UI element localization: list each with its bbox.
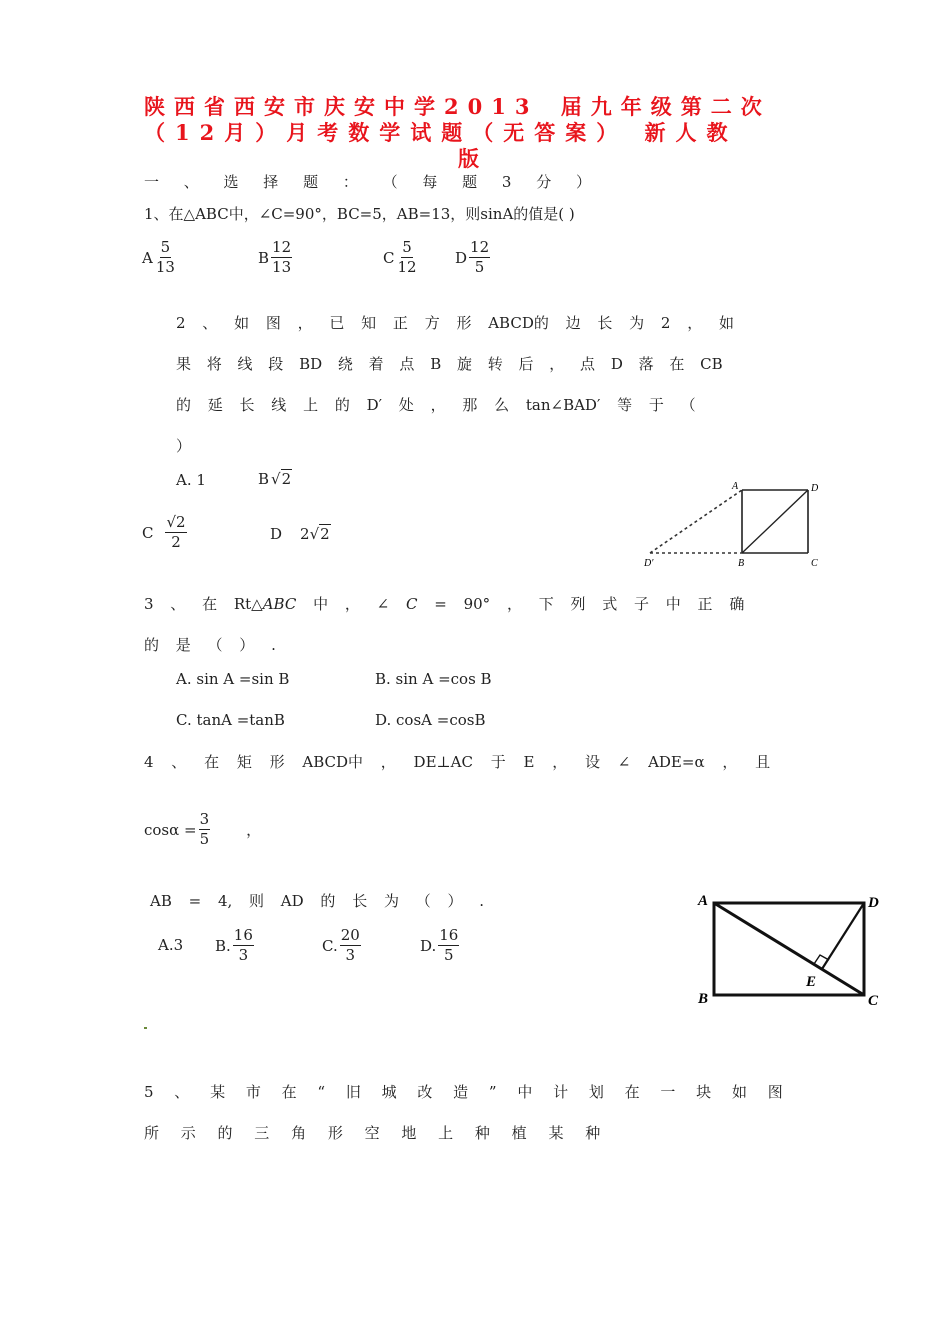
q4-line-1: 4 、 在 矩 形 ABCD中 ， DE⊥AC 于 E ， 设 ∠ ADE=α ， 且 xyxy=(144,753,771,771)
fraction: $\frac{20}{3}$ xyxy=(340,926,360,964)
q5-line-1: 5 、 某 市 在 “ 旧 城 改 造 ” 中 计 划 在 一 块 如 图 xyxy=(144,1083,783,1101)
label-d-prime: D′ xyxy=(644,558,654,569)
label-b: B xyxy=(698,991,709,1007)
q4-option-c: C. $\frac{20}{3}$ xyxy=(322,926,360,964)
q2-option-b: B √ 2 xyxy=(258,469,292,488)
label-d: D xyxy=(868,895,879,911)
q4-line-3: AB = 4, 则 AD 的 长 为 （ ） . xyxy=(150,892,485,910)
q2-line-2: 果 将 线 段 BD 绕 着 点 B 旋 转 后 ， 点 D 落 在 CB xyxy=(176,355,723,373)
q2-option-a: A. 1 xyxy=(176,471,206,489)
q3-line-2: 的 是 （ ） . xyxy=(144,636,276,654)
q4-option-d: D. $\frac{16}{5}$ xyxy=(420,926,459,964)
doc-title-line-3: 版 xyxy=(458,146,479,171)
stray-mark xyxy=(144,1027,147,1029)
q1-text: 1、在△ABC中，∠C=90°，BC=5，AB=13，则sinA的值是( ) xyxy=(144,205,575,223)
q3-option-c: C. tanA =tanB xyxy=(176,711,285,729)
fraction: $\frac{12}{5}$ xyxy=(470,238,490,276)
q5-line-2: 所 示 的 三 角 形 空 地 上 种 植 某 种 xyxy=(144,1124,601,1142)
fraction: $\frac{5}{12}$ xyxy=(397,238,417,276)
fraction: $\frac{3}{5}$ xyxy=(199,810,210,848)
sqrt-sign: √ xyxy=(309,524,320,543)
label-a: A xyxy=(732,481,739,492)
q2-option-d: D 2 √ 2 xyxy=(270,524,330,543)
q3-option-d: D. cosA =cosB xyxy=(375,711,486,729)
q2-option-c: C $\frac{√2}{2}$ xyxy=(142,513,186,551)
q4-cos-condition: cosα = $\frac{3}{5}$ ， xyxy=(144,810,262,848)
label-b: B xyxy=(738,558,745,569)
q3-line-1: 3 、 在 Rt△ABC 中 ， ∠ C = 90° ， 下 列 式 子 中 正 确 xyxy=(144,595,745,613)
label-d: D xyxy=(811,483,819,494)
doc-title-line-2: （12月）月考数学试题（无答案） 新人教 xyxy=(144,120,738,145)
q4-option-a: A.3 xyxy=(158,936,184,954)
fraction: $\frac{√2}{2}$ xyxy=(166,513,186,551)
fraction: $\frac{16}{5}$ xyxy=(439,926,459,964)
q3-option-b: B. sin A =cos B xyxy=(375,670,492,688)
label-c: C xyxy=(811,558,818,569)
q3-option-a: A. sin A =sin B xyxy=(176,670,290,688)
q2-square-figure xyxy=(640,478,840,570)
q2-line-4: ） xyxy=(176,437,192,455)
fraction: $\frac{5}{13}$ xyxy=(155,238,175,276)
q1-option-c: C $\frac{5}{12}$ xyxy=(383,238,417,276)
q4-option-b: B. $\frac{16}{3}$ xyxy=(215,926,253,964)
section-heading: 一 、 选 择 题 ： （ 每 题 3 分 ） xyxy=(144,173,591,191)
q4-rectangle-figure xyxy=(690,885,890,1013)
q1-option-a: A $\frac{5}{13}$ xyxy=(142,238,175,276)
q2-line-3: 的 延 长 线 上 的 D′ 处 ， 那 么 tan∠BAD′ 等 于 （ xyxy=(176,396,696,414)
label-c: C xyxy=(868,993,879,1009)
doc-title-line-1: 陕西省西安市庆安中学2013 届九年级第二次 xyxy=(144,94,771,119)
fraction: $\frac{16}{3}$ xyxy=(233,926,253,964)
q2-line-1: 2 、 如 图 ， 已 知 正 方 形 ABCD的 边 长 为 2 ， 如 xyxy=(176,314,735,332)
q1-option-b: B $\frac{12}{13}$ xyxy=(258,238,292,276)
label-e: E xyxy=(806,974,817,990)
fraction: $\frac{12}{13}$ xyxy=(272,238,292,276)
sqrt-sign: √ xyxy=(271,469,281,488)
q1-option-d: D $\frac{12}{5}$ xyxy=(455,238,490,276)
label-a: A xyxy=(698,893,709,909)
